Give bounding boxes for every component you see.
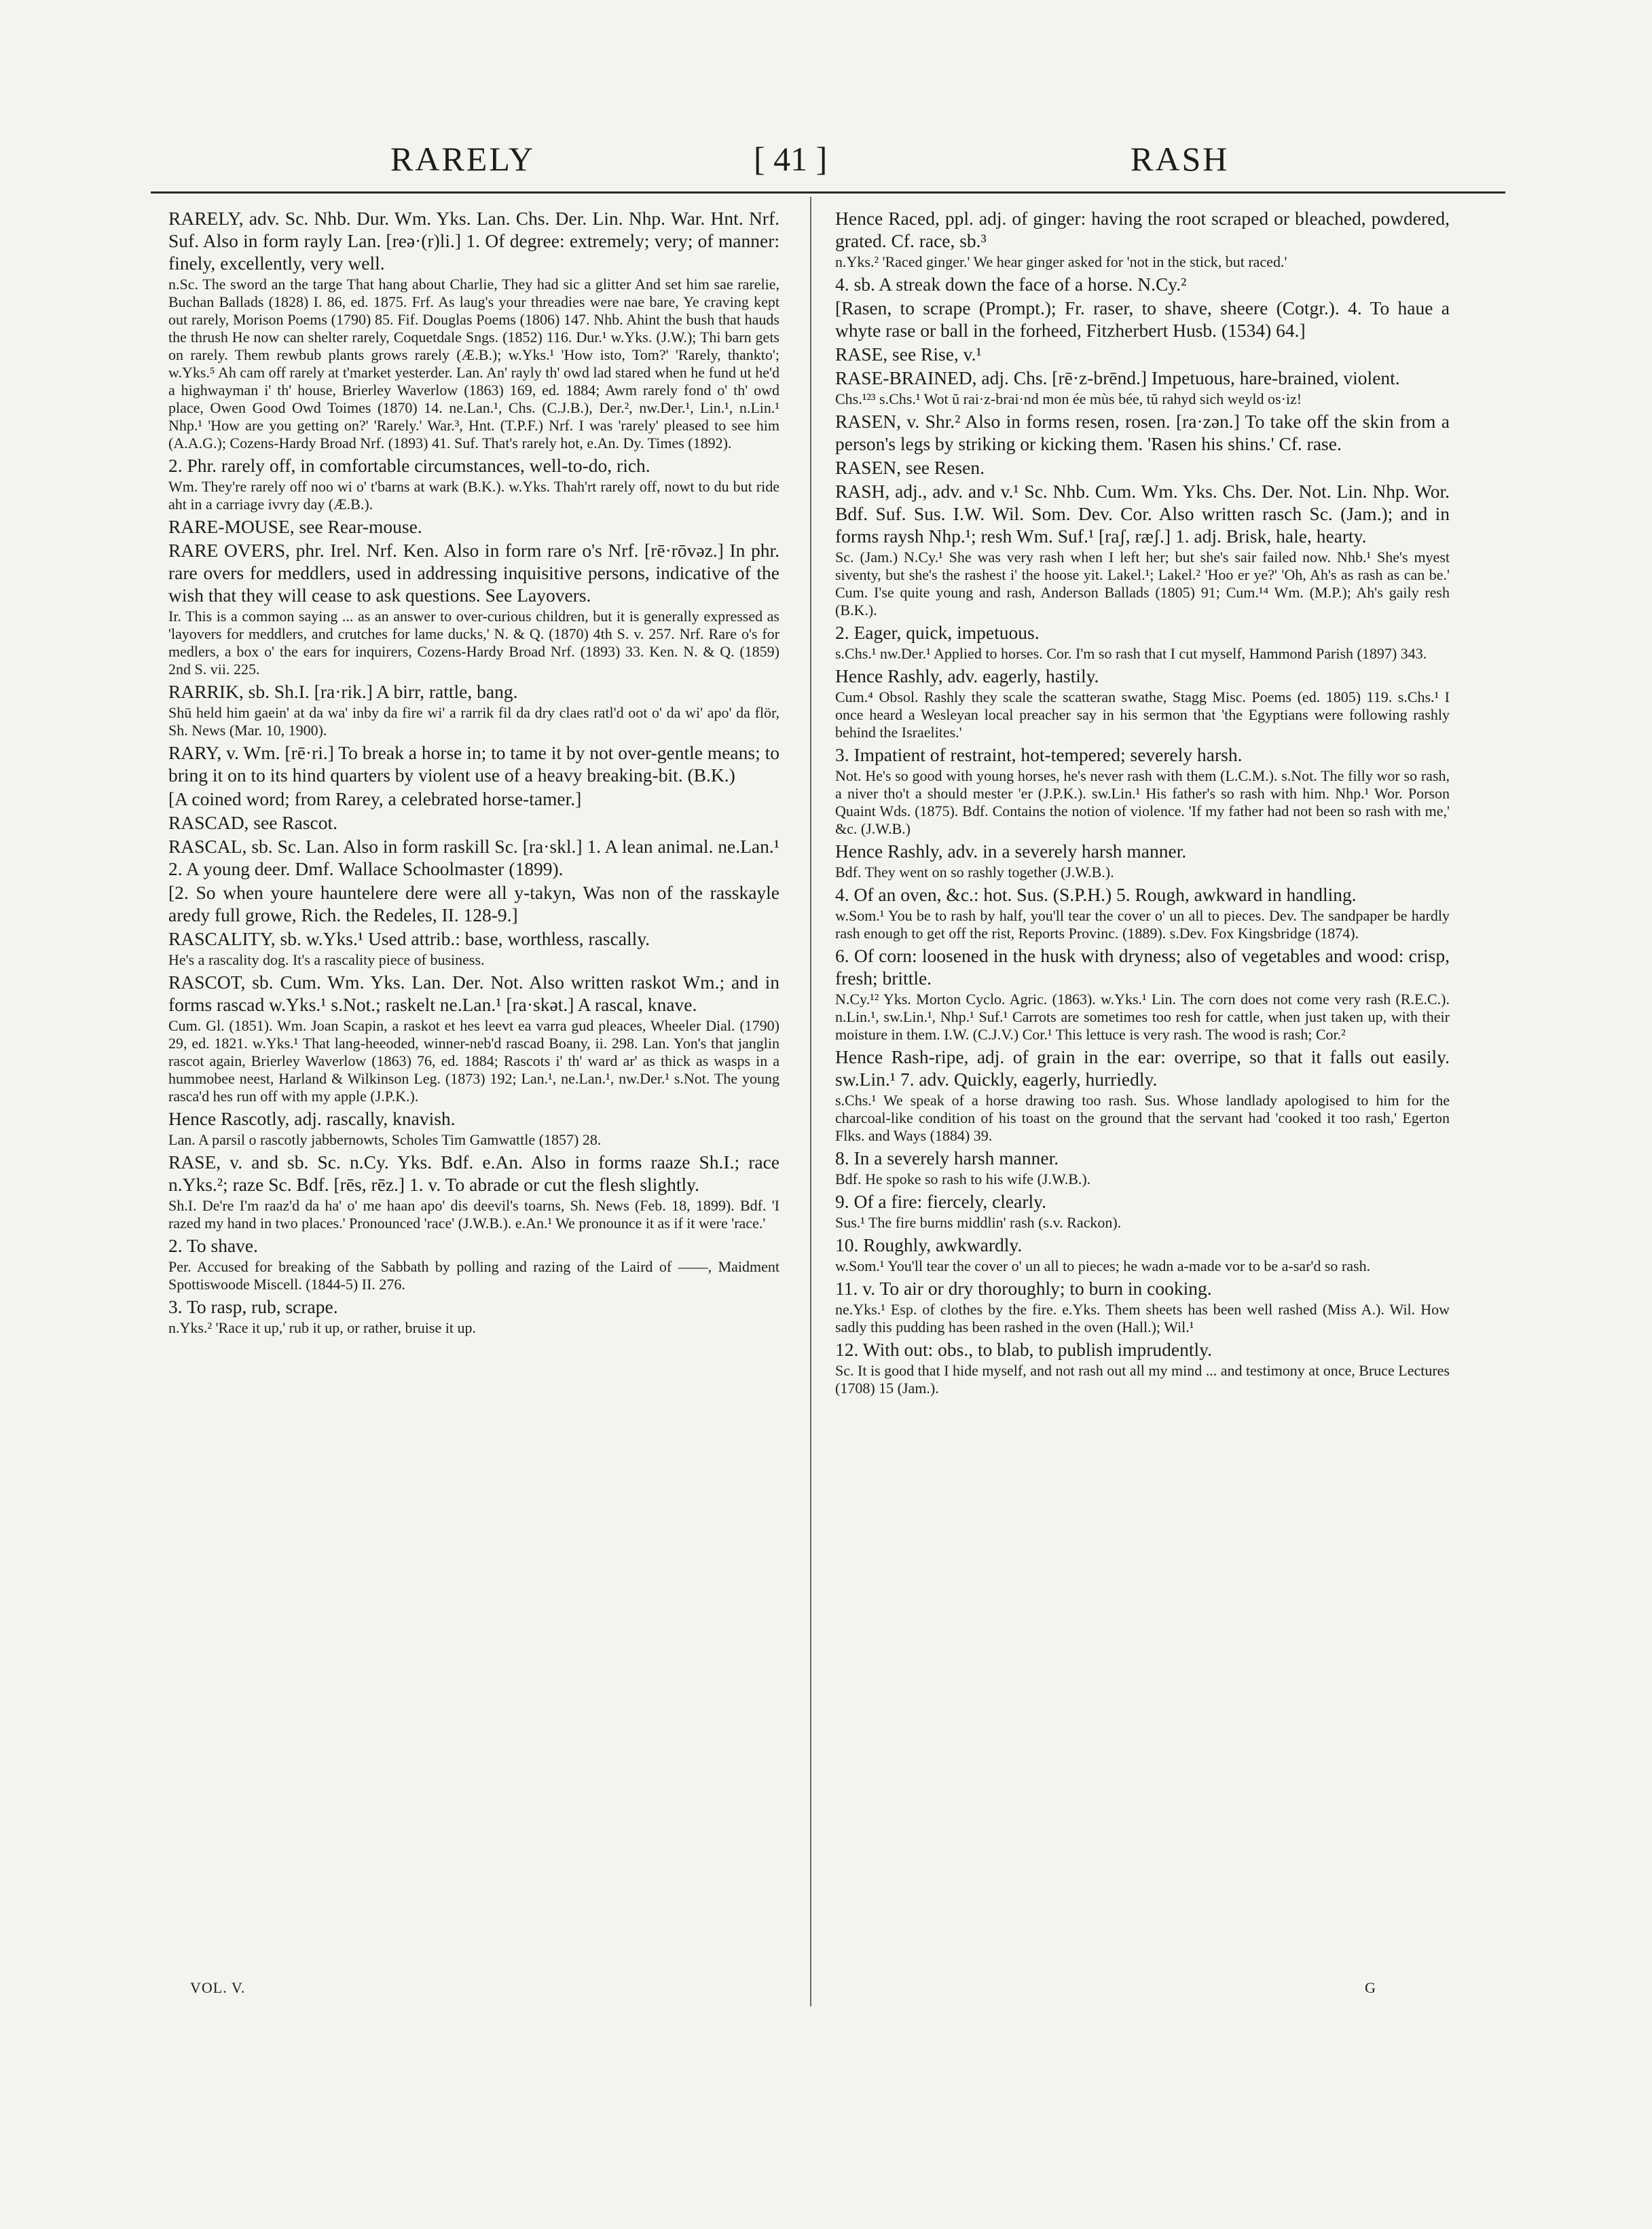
header-rule: [151, 191, 1505, 194]
citation-paragraph: N.Cy.¹² Yks. Morton Cyclo. Agric. (1863). w.Yks.¹ Lin. The corn does not come very rash (R.E.C.). n.Lin.¹, sw.Lin.¹, Nhp.¹ Suf.¹ Carrots are sometimes too resh for cattle, when just taken up, with their moisture in them. I.W. (C.J.V.) Cor.¹ This lettuce is very rash. The wood is rash; Cor.²: [835, 991, 1450, 1043]
citation-paragraph: He's a rascality dog. It's a rascality piece of business.: [168, 951, 485, 968]
entry-paragraph: Hence Raced, ppl. adj. of ginger: having the root scraped or bleached, powdered, grated. Cf. race, sb.³: [835, 208, 1450, 251]
entry-paragraph: RARELY, adv. Sc. Nhb. Dur. Wm. Yks. Lan. Chs. Der. Lin. Nhp. War. Hnt. Nrf. Suf. Also in form rayly Lan. [reə·(r)li.] 1. Of degree: extremely; very; of manner: finely, excellently, very well.: [168, 208, 779, 274]
entry-paragraph: RASCAD, see Rascot.: [168, 812, 338, 833]
page-number: [ 41 ]: [754, 140, 828, 178]
citation-paragraph: Cum. Gl. (1851). Wm. Joan Scapin, a raskot et hes leevt ea varra gud pleaces, Wheeler Dial. (1790) 29, ed. 1821. w.Yks.¹ That lang-heeoded, winner-neb'd rascad Boany, ii. 298. Lan. Yon's that janglin rascot again, Brierley Waverlow (1863) 76, ed. 1884; Rascots i' th' ward ar' as thick as wasps in a hummobee neest, Harland & Wilkinson Leg. (1873) 192; Lan.¹, ne.Lan.¹, nw.Der.¹ s.Not. The young rasca'd hes run off with my apple (J.P.K.).: [168, 1017, 779, 1105]
entry-paragraph: 6. Of corn: loosened in the husk with dryness; also of vegetables and wood: crisp, fresh; brittle.: [835, 945, 1450, 989]
citation-paragraph: n.Yks.² 'Race it up,' rub it up, or rather, bruise it up.: [168, 1319, 476, 1336]
entry-paragraph: RARE OVERS, phr. Irel. Nrf. Ken. Also in form rare o's Nrf. [rē·rōvəz.] In phr. rare overs for meddlers, used in addressing inquisitive persons, indicative of the wish that they will cease to ask questions. See Layovers.: [168, 540, 779, 606]
entry-paragraph: RASE, see Rise, v.¹: [835, 344, 982, 365]
citation-paragraph: w.Som.¹ You'll tear the cover o' un all to pieces; he wadn a-made vor to be a-sar'd so rash.: [835, 1257, 1371, 1274]
citation-paragraph: Wm. They're rarely off noo wi o' t'barns at wark (B.K.). w.Yks. Thah'rt rarely off, nowt to du but ride aht in a carriage ivvry day (Æ.B.).: [168, 478, 779, 513]
citation-paragraph: Bdf. They went on so rashly together (J.W.B.).: [835, 864, 1114, 881]
citation-paragraph: Sus.¹ The fire burns middlin' rash (s.v. Rackon).: [835, 1214, 1122, 1231]
volume-mark: VOL. V.: [190, 1979, 246, 1996]
entry-paragraph: 3. Impatient of restraint, hot-tempered; severely harsh.: [835, 744, 1243, 765]
signature-mark: G: [1365, 1979, 1376, 1996]
entry-paragraph: 2. To shave.: [168, 1235, 258, 1256]
entry-paragraph: 2. Eager, quick, impetuous.: [835, 622, 1040, 643]
citation-paragraph: Per. Accused for breaking of the Sabbath by polling and razing of the Laird of ——, Maidment Spottiswoode Miscell. (1844-5) II. 276.: [168, 1258, 779, 1293]
entry-paragraph: 10. Roughly, awkwardly.: [835, 1234, 1023, 1255]
right-column: [835, 207, 1450, 1399]
header-left-headword: RARELY: [390, 140, 535, 178]
left-column: [168, 207, 779, 1339]
entry-paragraph: 4. sb. A streak down the face of a horse. N.Cy.²: [835, 274, 1187, 295]
entry-paragraph: 12. With out: obs., to blab, to publish imprudently.: [835, 1339, 1212, 1360]
citation-paragraph: Cum.⁴ Obsol. Rashly they scale the scatteran swathe, Stagg Misc. Poems (ed. 1805) 119. s.Chs.¹ I once heard a Wesleyan local preacher say in his sermon that 'the Egyptians were following rashly behind the Israelites.': [835, 688, 1450, 741]
entry-paragraph: 8. In a severely harsh manner.: [835, 1147, 1059, 1168]
entry-paragraph: RASCAL, sb. Sc. Lan. Also in form raskill Sc. [ra·skl.] 1. A lean animal. ne.Lan.¹ 2. A young deer. Dmf. Wallace Schoolmaster (1899).: [168, 836, 779, 879]
header-right-headword: RASH: [1131, 140, 1230, 178]
citation-paragraph: n.Yks.² 'Raced ginger.' We hear ginger asked for 'not in the stick, but raced.': [835, 253, 1287, 270]
entry-paragraph: RASE, v. and sb. Sc. n.Cy. Yks. Bdf. e.An. Also in forms raaze Sh.I.; race n.Yks.²; raze Sc. Bdf. [rēs, rēz.] 1. v. To abrade or cut the flesh slightly.: [168, 1152, 779, 1195]
citation-paragraph: Sc. It is good that I hide myself, and not rash out all my mind ... and testimony at once, Bruce Lectures (1708) 15 (Jam.).: [835, 1362, 1450, 1397]
entry-paragraph: RASCALITY, sb. w.Yks.¹ Used attrib.: base, worthless, rascally.: [168, 928, 650, 949]
entry-paragraph: 9. Of a fire: fiercely, clearly.: [835, 1191, 1046, 1212]
entry-paragraph: 3. To rasp, rub, scrape.: [168, 1296, 338, 1317]
citation-paragraph: Bdf. He spoke so rash to his wife (J.W.B.).: [835, 1171, 1091, 1187]
citation-paragraph: Sc. (Jam.) N.Cy.¹ She was very rash when I left her; but she's sair failed now. Nhb.¹ She's myest siventy, but she's the rashest i' the hoose yit. Lakel.¹; Lakel.² 'Hoo er ye?' 'Oh, Ah's as rash as can be.' Cum. I'se quite young and rash, Anderson Ballads (1805) 91; Cum.¹⁴ Wm. (M.P.); Ah's gaily resh (B.K.).: [835, 549, 1450, 619]
entry-paragraph: 2. Phr. rarely off, in comfortable circumstances, well-to-do, rich.: [168, 455, 650, 476]
entry-paragraph: 4. Of an oven, &c.: hot. Sus. (S.P.H.) 5. Rough, awkward in handling.: [835, 884, 1357, 905]
entry-paragraph: RASH, adj., adv. and v.¹ Sc. Nhb. Cum. Wm. Yks. Chs. Der. Not. Lin. Nhp. Wor. Bdf. Suf. Sus. I.W. Wil. Som. Dev. Cor. Also written rasch Sc. (Jam.); and in forms raysh Nhp.¹; resh Wm. Suf.¹ [raʃ, ræʃ.] 1. adj. Brisk, hale, hearty.: [835, 481, 1450, 547]
citation-paragraph: Lan. A parsil o rascotly jabbernowts, Scholes Tim Gamwattle (1857) 28.: [168, 1131, 602, 1148]
citation-paragraph: ne.Yks.¹ Esp. of clothes by the fire. e.Yks. Them sheets has been well rashed (Miss A.). Wil. How sadly this pudding has been rashed in the oven (Hall.); Wil.¹: [835, 1301, 1450, 1335]
entry-paragraph: RARRIK, sb. Sh.I. [ra·rik.] A birr, rattle, bang.: [168, 681, 518, 702]
entry-paragraph: [2. So when youre hauntelere dere were all y-takyn, Was non of the rasskayle aredy full growe, Rich. the Redeles, II. 128-9.]: [168, 882, 779, 925]
entry-paragraph: RASEN, see Resen.: [835, 457, 985, 478]
citation-paragraph: Chs.¹²³ s.Chs.¹ Wot ŭ rai·z-brai·nd mon ée mùs bée, tŭ rahyd sich weyld os·iz!: [835, 390, 1302, 407]
entry-paragraph: Hence Rashly, adv. eagerly, hastily.: [835, 665, 1099, 686]
citation-paragraph: w.Som.¹ You be to rash by half, you'll tear the cover o' un all to pieces. Dev. The sandpaper be hardly rash enough to get off the rist, Reports Provinc. (1889). s.Dev. Fox Kingsbridge (1874).: [835, 907, 1450, 942]
entry-paragraph: RASCOT, sb. Cum. Wm. Yks. Lan. Der. Not. Also written raskot Wm.; and in forms rascad w.Yks.¹ s.Not.; raskelt ne.Lan.¹ [ra·skət.] A rascal, knave.: [168, 972, 779, 1015]
citation-paragraph: Sh.I. De're I'm raaz'd da ha' o' me haan apo' dis deevil's toarns, Sh. News (Feb. 18, 1899). Bdf. 'I razed my hand in two places.' Pronounced 'race' (J.W.B.). e.An.¹ We pronounce it as if it were 'race.': [168, 1197, 779, 1232]
citation-paragraph: s.Chs.¹ We speak of a horse drawing too rash. Sus. Whose landlady apologised to him for the charcoal-like condition of his toast on the ground that the servant had 'cooked it too rash,' Egerton Flks. and Ways (1884) 39.: [835, 1092, 1450, 1144]
entry-paragraph: RARY, v. Wm. [rē·ri.] To break a horse in; to tame it by not over-gentle means; to bring it on to its hind quarters by violent use of a heavy breaking-bit. (B.K.): [168, 742, 779, 786]
citation-paragraph: Shū held him gaein' at da wa' inby da fire wi' a rarrik fil da dry claes ratl'd oot o' da wi' apo' da flör, Sh. News (Mar. 10, 1900).: [168, 704, 779, 739]
citation-paragraph: Not. He's so good with young horses, he's never rash with them (L.C.M.). s.Not. The filly wor so rash, a niver tho't a should mester 'er (J.P.K.). sw.Lin.¹ His father's so rash with him. Nhp.¹ Wor. Porson Quaint Wds. (1875). Bdf. Contains the notion of violence. 'If my father had not been so rash with me,' &c. (J.W.B.): [835, 767, 1450, 837]
entry-paragraph: 11. v. To air or dry thoroughly; to burn in cooking.: [835, 1278, 1212, 1299]
entry-paragraph: Hence Rashly, adv. in a severely harsh manner.: [835, 841, 1187, 862]
citation-paragraph: s.Chs.¹ nw.Der.¹ Applied to horses. Cor. I'm so rash that I cut myself, Hammond Parish (1897) 343.: [835, 645, 1427, 662]
entry-paragraph: RASEN, v. Shr.² Also in forms resen, rosen. [ra·zən.] To take off the skin from a person's legs by striking or kicking them. 'Rasen his shins.' Cf. rase.: [835, 411, 1450, 454]
citation-paragraph: Ir. This is a common saying ... as an answer to over-curious children, but it is generally expressed as 'layovers for meddlers, and crutches for lame ducks,' N. & Q. (1870) 4th S. v. 257. Nrf. Rare o's for medlers, a box o' the ears for inquirers, Cozens-Hardy Broad Nrf. (1893) 33. Ken. N. & Q. (1859) 2nd S. vii. 225.: [168, 608, 779, 678]
citation-paragraph: n.Sc. The sword an the targe That hang about Charlie, They had sic a glitter And set him sae rarelie, Buchan Ballads (1828) I. 86, ed. 1875. Frf. As laug's your threadies were nae bare, Ye craving kept out rarely, Morison Poems (1790) 85. Fif. Douglas Poems (1806) 147. Nhb. Ahint the bush that hauds the thrush He now can shelter rarely, Coquetdale Sngs. (1852) 116. Dur.¹ w.Yks. (J.W.); Thi barn gets on rarely. Them rewbub plants grows rarely (Æ.B.); w.Yks.¹ 'How isto, Tom?' 'Rarely, thankto'; w.Yks.⁵ Ah cam off rarely at t'market yesterder. Lan. An' rayly th' owd lad stared when he fund ut he'd a highwayman i' th' house, Brierley Waverlow (1863) 169, ed. 1884; Awm rarely fond o' th' owd place, Owen Good Owd Toimes (1870) 14. ne.Lan.¹, Chs. (C.J.B.), Der.², nw.Der.¹, Lin.¹, n.Lin.¹ Nhp.¹ 'How are you getting on?' 'Rarely.' War.³, Hnt. (T.P.F.) Nrf. I was 'rarely' pleased to see him (A.A.G.); Cozens-Hardy Broad Nrf. (1893) 41. Suf. That's rarely hot, e.An. Dy. Times (1892).: [168, 276, 779, 452]
running-header: [153, 139, 1511, 194]
entry-paragraph: Hence Rascotly, adj. rascally, knavish.: [168, 1108, 456, 1129]
entry-paragraph: RARE-MOUSE, see Rear-mouse.: [168, 516, 422, 537]
entry-paragraph: [Rasen, to scrape (Prompt.); Fr. raser, to shave, sheere (Cotgr.). 4. To haue a whyte rase or ball in the forheed, Fitzherbert Husb. (1534) 64.]: [835, 297, 1450, 341]
entry-paragraph: Hence Rash-ripe, adj. of grain in the ear: overripe, so that it falls out easily. sw.Lin.¹ 7. adv. Quickly, eagerly, hurriedly.: [835, 1046, 1450, 1090]
entry-paragraph: [A coined word; from Rarey, a celebrated horse-tamer.]: [168, 788, 582, 809]
column-divider: [810, 197, 811, 2006]
entry-paragraph: RASE-BRAINED, adj. Chs. [rē·z-brēnd.] Impetuous, hare-brained, violent.: [835, 367, 1400, 388]
